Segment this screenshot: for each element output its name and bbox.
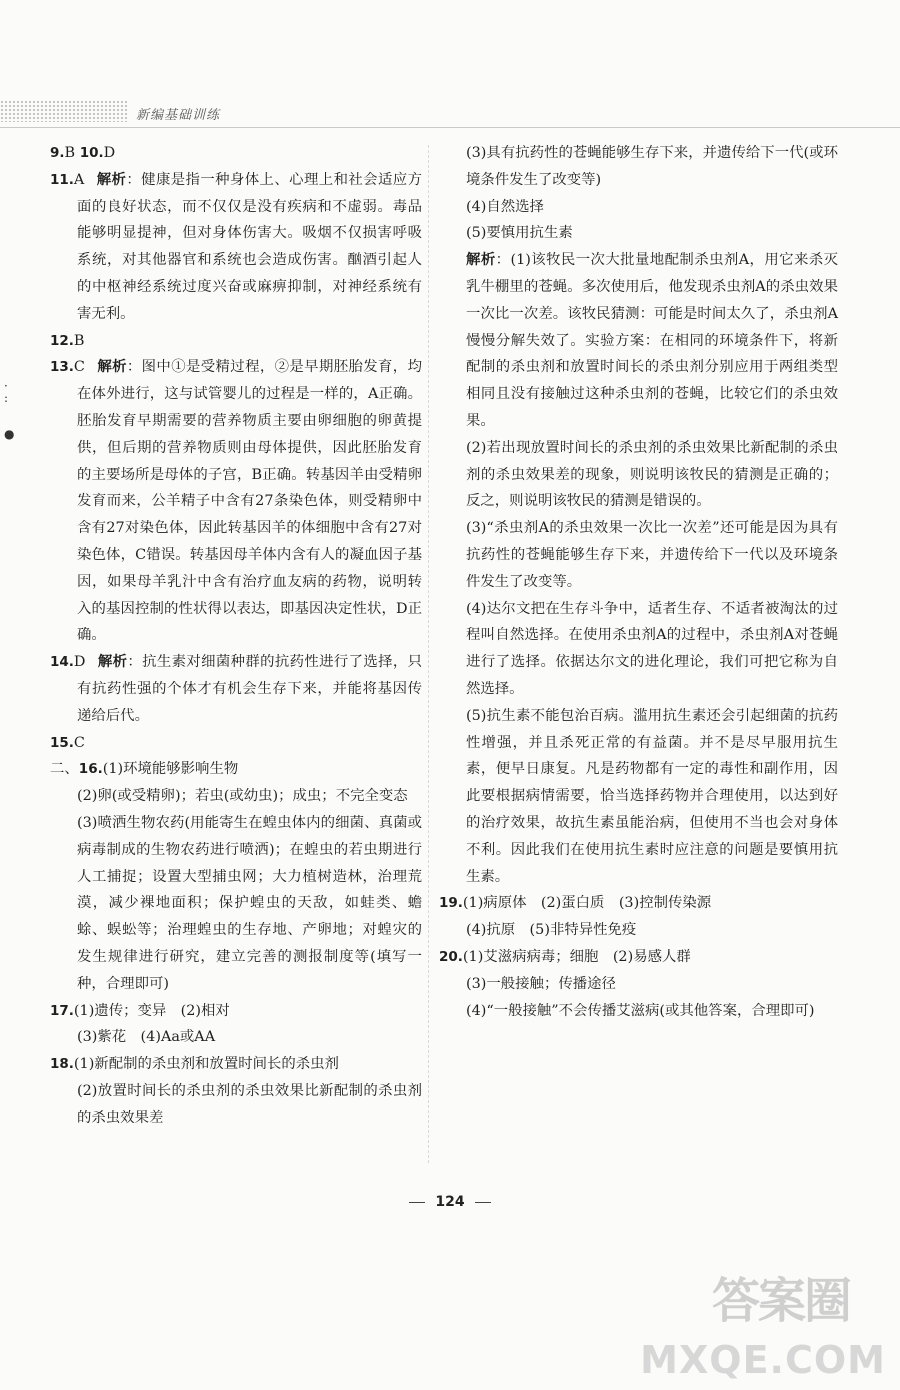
sub-answer: (3)具有抗药性的苍蝇能够生存下来，并遗传给下一代(或环境条件发生了改变等) xyxy=(466,145,838,188)
question-number: 17. xyxy=(50,1002,74,1019)
sub-answer: (2)若出现放置时间长的杀虫剂的杀虫效果比新配制的杀虫剂的杀虫效果差的现象，则说明该牧民的猜测是正确的；反之，则说明该牧民的猜测是错误的。 xyxy=(466,439,838,510)
question-number: 15. xyxy=(50,734,74,751)
explanation-block xyxy=(466,247,838,435)
answer-text: (1)环境能够影响生物 xyxy=(102,761,239,778)
page-number-text: 124 xyxy=(435,1194,465,1210)
sub-answer: (4)“一般接触”不会传播艾滋病(或其他答案，合理即可) xyxy=(466,1002,815,1019)
question-number: 13. xyxy=(50,359,74,376)
answer-item-13 xyxy=(50,354,422,649)
answer-item-11 xyxy=(50,167,422,328)
sub-answer: (3)紫花 (4)Aa或AA xyxy=(77,1029,216,1046)
answer-item-19 xyxy=(439,890,838,917)
answer-letter: C xyxy=(73,734,85,751)
answer-text: (1)病原体 (2)蛋白质 (3)控制传染源 xyxy=(462,895,712,912)
sub-answer: (3)“杀虫剂A的杀虫效果一次比一次差”还可能是因为具有抗药性的苍蝇能够生存下来，并遗传给下一代以及环境条件发生了改变等。 xyxy=(466,520,838,590)
right-column xyxy=(439,140,838,1024)
answer-item-20 xyxy=(439,944,838,971)
answer-text: (1)新配制的杀虫剂和放置时间长的杀虫剂 xyxy=(73,1056,339,1073)
answer-item-18 xyxy=(50,1051,422,1078)
sub-answer: (3)喷洒生物农药(用能寄生在蝗虫体内的细菌、真菌或病毒制成的生物农药进行喷洒)；在蝗虫的若虫期进行人工捕捉；设置大型捕虫网；大力植树造林，治理荒漠，减少裸地面积；保护蝗虫的天敌，如蛙类、蟾蜍、蜈蚣等；治理蝗虫的生存地、产卵地；对蝗灾的发生规律进行研究，建立完善的测报制度等(填写一种，合理即可) xyxy=(77,814,422,992)
watermark-url-text: MXQE.COM xyxy=(640,1338,886,1382)
answer-letter: B xyxy=(73,332,85,349)
left-column xyxy=(50,140,422,1131)
page-number xyxy=(0,1194,900,1210)
answer-item-15 xyxy=(50,730,422,757)
question-number: 10. xyxy=(79,145,104,161)
sub-answer: (2)卵(或受精卵)；若虫(或幼虫)；成虫；不完全变态 xyxy=(77,788,408,805)
sub-answer: (3)一般接触；传播途径 xyxy=(466,975,616,992)
explanation-text: ：健康是指一种身体上、心理上和社会适应方面的良好状态，而不仅仅是没有疾病和不虚弱。毒品能够明显提神，但对身体伤害大。吸烟不仅损害呼吸系统，对其他器官和系统也会造成伤害。酗酒引起人的中枢神经系统过度兴奋或麻痹抑制，对神经系统有害无利。 xyxy=(77,171,422,322)
question-number: 11. xyxy=(50,171,74,188)
section-prefix: 二、 xyxy=(50,761,79,778)
explanation-label: 解析 xyxy=(466,251,496,269)
question-number: 14. xyxy=(50,654,74,671)
answer-text: B xyxy=(64,145,76,161)
answer-letter: D xyxy=(73,654,86,671)
sub-answer: (4)达尔文把在生存斗争中，适者生存、不适者被淘汰的过程叫自然选择。在使用杀虫剂A的过程中，杀虫剂A对苍蝇进行了选择。依据达尔文的进化理论，我们可把它称为自然选择。 xyxy=(466,600,838,697)
header-rule xyxy=(0,127,900,128)
answer-letter: A xyxy=(73,171,85,188)
header-dot-pattern xyxy=(0,100,128,122)
question-number: 18. xyxy=(50,1056,74,1073)
answer-item-17 xyxy=(50,998,422,1025)
question-number: 19. xyxy=(439,895,463,912)
answer-line-9-10 xyxy=(50,140,422,167)
question-number: 16. xyxy=(78,761,103,778)
question-number: 12. xyxy=(50,332,74,349)
sub-answer: (5)抗生素不能包治百病。滥用抗生素还会引起细菌的抗药性增强，并且杀死正常的有益菌。并不是尽早服用抗生素，便早日康复。凡是药物都有一定的毒性和副作用，因此要根据病情需要，恰当选择药物并合理使用，以达到好的治疗效果，故抗生素虽能治病，但使用不当也会对身体不利。因此我们在使用抗生素时应注意的问题是要慎用抗生素。 xyxy=(466,707,838,885)
answer-letter: C xyxy=(73,359,85,376)
explanation-text: ：(1)该牧民一次大批量地配制杀虫剂A，用它来杀灭乳牛棚里的苍蝇。多次使用后，他发现杀虫剂A的杀虫效果一次比一次差。该牧民猜测：可能是时间太久了，杀虫剂A慢慢分解失效了。实验方案：在相同的环境条件下，将新配制的杀虫剂和放置时间长的杀虫剂分别应用于两组类型相同且没有接触过这种杀虫剂的苍蝇，比较它们的杀虫效果。 xyxy=(466,252,838,429)
explanation-text: ：图中①是受精过程，②是早期胚胎发育，均在体外进行，这与试管婴儿的过程是一样的，A正确。胚胎发育早期需要的营养物质主要由卵细胞的卵黄提供，但后期的营养物质则由母体提供，因此胚胎发育的主要场所是母体的子宫，B正确。转基因羊由受精卵发育而来，公羊精子中含有27条染色体，则受精卵中含有27对染色体，因此转基因羊的体细胞中含有27对染色体，C错误。转基因母羊体内含有人的凝血因子基因，如果母羊乳汁中含有治疗血友病的药物，说明转入的基因控制的性状得以表达，即基因决定性状，D正确。 xyxy=(77,359,422,644)
margin-marks: · : ● xyxy=(4,379,15,441)
answer-text: (1)艾滋病病毒；细胞 (2)易感人群 xyxy=(462,948,691,965)
question-number: 9. xyxy=(50,145,65,161)
sub-answer: (4)抗原 (5)非特异性免疫 xyxy=(466,922,637,939)
explanation-label: 解析 xyxy=(96,358,127,376)
answer-text: (1)遗传；变异 (2)相对 xyxy=(73,1002,230,1019)
explanation-label: 解析 xyxy=(97,653,128,671)
sub-answer: (5)要慎用抗生素 xyxy=(466,225,573,242)
question-number: 20. xyxy=(439,948,463,965)
answer-text: D xyxy=(103,145,116,161)
explanation-text: ：抗生素对细菌种群的抗药性进行了选择，只有抗药性强的个体才有机会生存下来，并能将基因传递给后代。 xyxy=(77,654,422,724)
sub-answer: (4)自然选择 xyxy=(466,198,544,215)
answer-item-12 xyxy=(50,328,422,355)
column-divider xyxy=(428,145,429,1163)
book-series-title: 新编基础训练 xyxy=(136,108,221,123)
answer-item-16 xyxy=(50,756,422,783)
explanation-label: 解析 xyxy=(96,170,127,188)
sub-answer: (2)放置时间长的杀虫剂的杀虫效果比新配制的杀虫剂的杀虫效果差 xyxy=(77,1082,422,1126)
watermark-logo xyxy=(640,1262,886,1382)
answer-item-14 xyxy=(50,649,422,729)
watermark-top-text: 答案圈 xyxy=(711,1273,850,1329)
